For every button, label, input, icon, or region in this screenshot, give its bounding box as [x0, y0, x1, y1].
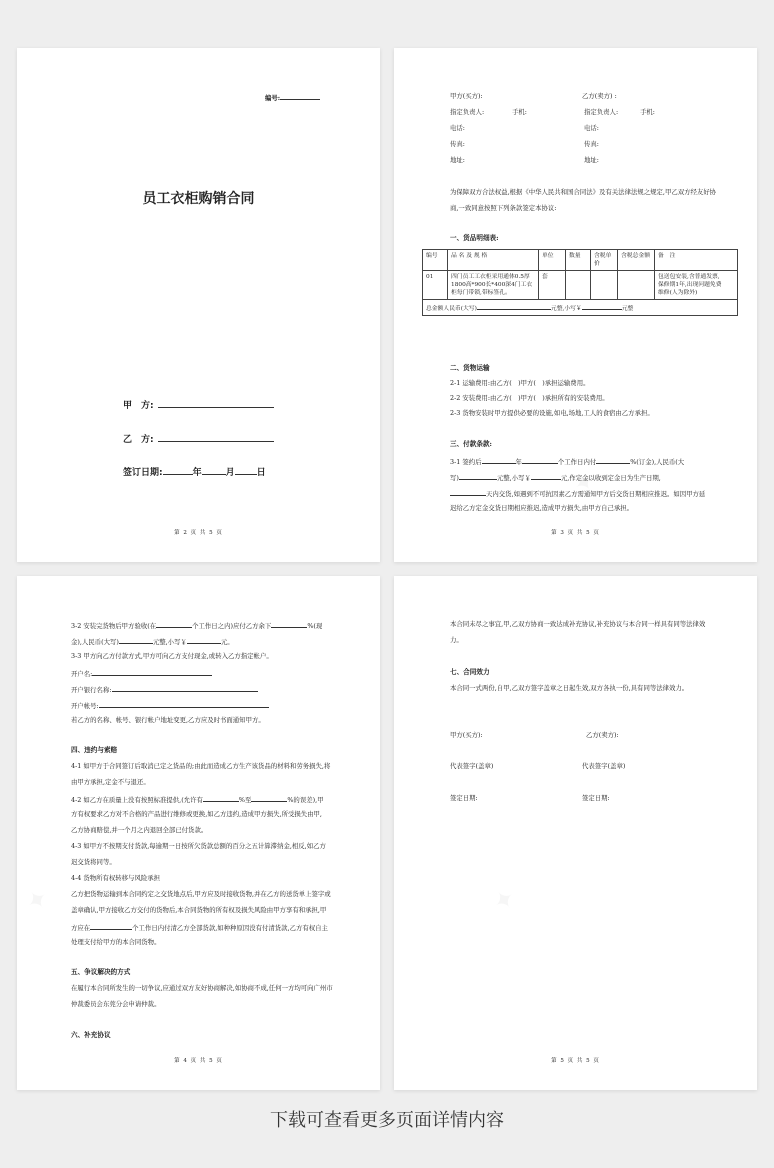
seller-label: 乙方(卖方) : [582, 92, 617, 100]
rep-sign-a: 代表签字(盖章) [450, 762, 494, 770]
cell-line: 四门员工工衣柜采用通体0.5厚 [451, 274, 530, 280]
clause-text: 3-1 签约后 年 个工作日内付 %(订金),人民币(大 [450, 458, 685, 466]
clause-text: 3-2 安装完货物后甲方验收(在 个工作日之内)应付乙方余下 %(现 [71, 622, 323, 630]
mobile-a: 手机: [512, 108, 527, 116]
table-cell: 套 [539, 271, 566, 300]
fax-b: 传真: [584, 140, 599, 148]
table-cell [566, 271, 591, 300]
goods-table [422, 249, 738, 316]
cell-line: 包送包安装,含普通发票, [658, 274, 720, 280]
download-more-caption: 下载可查看更多页面详情内容 [270, 1110, 504, 1131]
contract-title: 员工衣柜购销合同 [142, 191, 255, 207]
clause-text: 迟给乙方定金交货日期相应推迟,造成甲方损失,由甲方自己承担。 [450, 504, 633, 512]
clause-text: 力。 [450, 636, 463, 644]
sign-date-b: 签定日期: [582, 794, 610, 802]
intro-text: 商,一致同意按照下列条款签定本协议: [450, 204, 557, 212]
clause-text: 3-3 甲方向乙方付款方式,甲方可向乙方支付现金,或转入乙方指定帐户。 [71, 652, 273, 660]
clause-text: 方有权要求乙方对不合格的产品进行维修或更换,如乙方违约,造成甲方损失,所受损失由甲, [71, 810, 322, 818]
section-heading: 二、货物运输 [450, 364, 490, 372]
fax-a: 传真: [450, 140, 465, 148]
page-number: 第 5 页 共 5 页 [551, 1058, 600, 1064]
sign-date-a: 签定日期: [450, 794, 478, 802]
person-b: 指定负责人: [584, 108, 619, 116]
page-number: 第 2 页 共 5 页 [174, 530, 223, 536]
clause-text: 迟交货将同等。 [71, 858, 116, 866]
cell-line: 保修期1年,出现问题免费 [658, 282, 722, 288]
clause-text: 乙方把货物运输到本合同约定之交货地点后,甲方应及时接收货物,并在乙方的送货单上签字或 [71, 890, 331, 898]
contract-page-3 [394, 48, 757, 562]
page-number: 第 3 页 共 5 页 [551, 530, 600, 536]
clause-text: 盖章确认,甲方接收乙方交付的货物后,本合同货物的所有权及损失风险由甲方享有和承担,甲 [71, 906, 327, 914]
addr-a: 地址: [450, 156, 465, 164]
watermark [20, 882, 55, 919]
clause-text: 4-2 如乙方在质量上没有按照标准提供,(允许有 %至 %的误差),甲 [71, 796, 324, 804]
bank-name: 开户银行名称: [71, 684, 258, 695]
contract-number: 编号: [265, 92, 320, 103]
table-cell [591, 271, 618, 300]
account-name: 开户名: [71, 668, 212, 679]
table-header: 单位 [539, 250, 566, 271]
clause-text: 本合同一式两份,自甲,乙双方签字盖章之日起生效,双方各执一份,具有同等法律效力。 [450, 684, 689, 692]
clause-text: 2-3 货物安装时甲方提供必要的设施,如电,场地,工人的食宿由乙方承担。 [450, 409, 654, 417]
mobile-b: 手机: [640, 108, 655, 116]
contract-page-5 [394, 576, 757, 1090]
clause-text: 本合同未尽之事宜,甲,乙双方协商一致达成补充协议,补充协议与本合同一样具有同等法律效 [450, 620, 706, 628]
phone-b: 电话: [584, 124, 599, 132]
clause-text: 在履行本合同所发生的一切争议,应通过双方友好协商解决,如协商不成,任何一方均可向广州市 [71, 984, 333, 992]
addr-b: 地址: [584, 156, 599, 164]
clause-text: 4-1 如甲方于合同签订后取消已定之货品的;由此而造成乙方生产该货品的材料和劳务损失,将 [71, 762, 331, 770]
contract-cover-page [17, 48, 380, 562]
buyer-label: 甲方(买方): [450, 731, 483, 739]
watermark [487, 882, 522, 919]
table-total-row [423, 300, 738, 316]
clause-text: 由甲方承担,定金不与退还。 [71, 778, 150, 786]
phone-a: 电话: [450, 124, 465, 132]
clause-text: 2-1 运输费用:由乙方( )甲方( )承担运输费用。 [450, 379, 590, 387]
clause-text: 天内交货,如遇到不可抗因素乙方需通知甲方后交货日期相应推迟。如因甲方延 [450, 488, 705, 499]
party-a-line: 甲 方: [123, 398, 274, 411]
table-cell [655, 271, 738, 300]
table-cell [618, 271, 655, 300]
table-header: 品 名 及 规 格 [448, 250, 539, 271]
table-cell: 01 [423, 271, 448, 300]
rep-sign-b: 代表签字(盖章) [582, 762, 626, 770]
seller-label: 乙方(卖方): [586, 731, 619, 739]
table-header: 含税单价 [591, 250, 618, 271]
intro-text: 为保障双方合法权益,根据《中华人民共和国合同法》及有关法律法规之规定,甲乙双方经友好协 [450, 188, 717, 196]
clause-text: 仲裁委员会东莞分会申请仲裁。 [71, 1000, 161, 1008]
total-cell: 总金额人民币(大写) 元整,小写￥ 元整 [423, 300, 738, 316]
page-number: 第 4 页 共 5 页 [174, 1058, 223, 1064]
table-header-row [423, 250, 738, 271]
section-heading: 七、合同效力 [450, 668, 490, 676]
table-header: 备 注 [655, 250, 738, 271]
section-heading: 四、违约与索赔 [71, 746, 118, 754]
cell-line: 1800高*900长*400深4门工衣 [451, 282, 533, 288]
clause-text: 处理支付给甲方的本合同货物。 [71, 938, 161, 946]
sign-date-line: 签订日期: 年 月 日 [123, 465, 266, 478]
clause-text: 4-3 如甲方不按期支付货款,每逾期一日按所欠货款总额的百分之五计算滞纳金,相反,如乙方 [71, 842, 326, 850]
section-heading: 一、货品明细表: [450, 234, 499, 242]
table-header: 数量 [566, 250, 591, 271]
clause-text: 写) 元整,小写￥ 元,作定金以收到定金日为生产日期, [450, 474, 661, 482]
table-row [423, 271, 738, 300]
clause-text: 金),人民币(大写) 元整,小写￥ 元。 [71, 638, 234, 646]
clause-text: 若乙方的名称、帐号、银行帐户地址变更,乙方应及时书面通知甲方。 [71, 716, 265, 724]
table-header: 含税总金额 [618, 250, 655, 271]
buyer-label: 甲方(买方): [450, 92, 483, 100]
table-cell [448, 271, 539, 300]
contract-page-4 [17, 576, 380, 1090]
party-b-line: 乙 方: [123, 432, 274, 445]
clause-text: 方应在 个工作日内付清乙方全部货款,如种种原因没有付清货款,乙方有权自主 [71, 924, 328, 932]
section-heading: 三、付款条款: [450, 440, 492, 448]
clause-text: 2-2 安装费用:由乙方( )甲方( )承担所有的安装费用。 [450, 394, 609, 402]
table-header: 编号 [423, 250, 448, 271]
account-number: 开户帐号: [71, 700, 269, 711]
clause-text: 乙方协商赔偿,并一个月之内退回全部已付货款。 [71, 826, 208, 834]
cell-line: 柜每门带锁,带标签孔。 [451, 290, 511, 296]
person-a: 指定负责人: [450, 108, 485, 116]
clause-text: 4-4 货物所有权转移与风险承担 [71, 874, 161, 882]
section-heading: 六、补充协议 [71, 1031, 111, 1039]
section-heading: 五、争议解决的方式 [71, 968, 131, 976]
cell-line: 维修(人为除外) [658, 290, 698, 296]
